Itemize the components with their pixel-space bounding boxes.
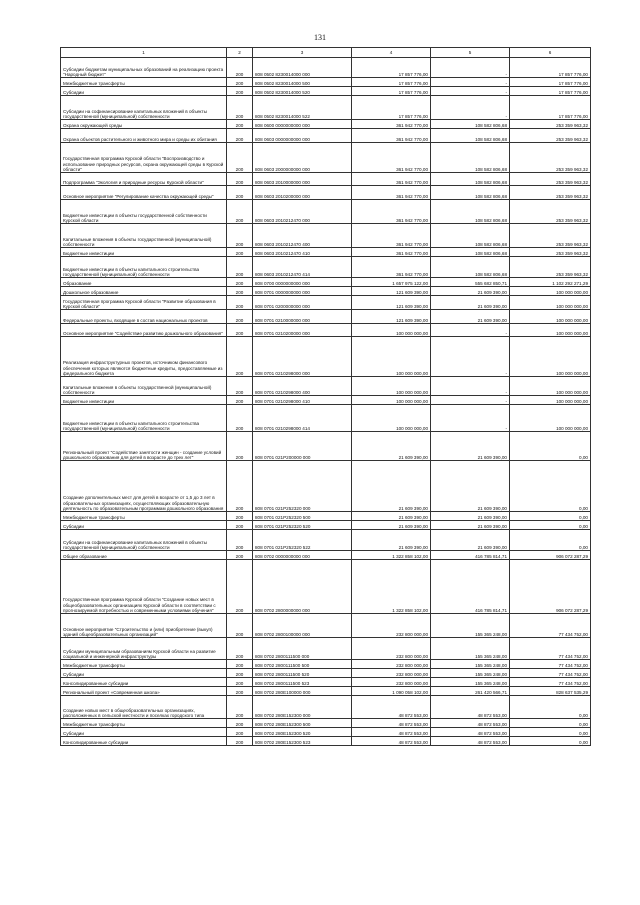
table-row [61,310,591,324]
row-code-cell: 200 [227,687,253,696]
row-name-cell: Субсидии [61,521,227,530]
row-executed-cell: - [431,396,510,405]
row-code-cell: 200 [227,248,253,257]
row-remaining-cell: 253 359 963,32 [510,257,591,278]
row-name-cell: Подпрограмма "Экология и природные ресурсы Курской области" [61,173,227,186]
row-approved-cell: 361 942 770,00 [352,120,431,129]
row-approved-cell: 1 657 975 122,00 [352,278,431,287]
row-code-cell: 200 [227,337,253,377]
row-name-cell: Субсидии бюджетам муниципальных образований на реализацию проекта "Народный бюджет" [61,58,227,78]
row-kbk-cell: 808 0702 2800100000 000 [253,614,352,638]
row-approved-cell: 21 609 390,00 [352,530,431,551]
row-executed-cell: - [431,324,510,337]
row-approved-cell: 232 800 000,00 [352,678,431,687]
table-row [61,560,591,614]
row-executed-cell: 108 582 806,68 [431,143,510,173]
row-name-cell: Бюджетные инвестиции в объекты капитального строительства государственной (муниципальной) собственности [61,405,227,432]
row-kbk-cell: 808 0702 280E152300 000 [253,696,352,719]
row-name-cell: Межбюджетные трансферты [61,660,227,669]
row-code-cell: 200 [227,614,253,638]
row-remaining-cell: 100 000 000,00 [510,337,591,377]
table-row [61,551,591,560]
row-code-cell: 200 [227,512,253,521]
row-code-cell: 200 [227,660,253,669]
row-remaining-cell: 77 434 752,00 [510,669,591,678]
row-remaining-cell: 253 359 963,32 [510,248,591,257]
row-code-cell: 200 [227,560,253,614]
row-executed-cell: 108 582 806,68 [431,248,510,257]
row-name-cell: Создание дополнительных мест для детей в возрасте от 1,5 до 3 лет в образовательных организациях, осуществляющих образовательную деятельность по образовательным программам дошкольного образования [61,461,227,512]
table-row [61,287,591,296]
table-row [61,614,591,638]
table-row [61,377,591,396]
row-remaining-cell: 253 359 963,32 [510,143,591,173]
row-kbk-cell: 808 0702 280E100000 000 [253,687,352,696]
row-code-cell: 200 [227,324,253,337]
row-code-cell: 200 [227,173,253,186]
row-kbk-cell: 808 0603 2010212470 410 [253,248,352,257]
row-executed-cell: 21 609 390,00 [431,310,510,324]
table-row [61,678,591,687]
row-name-cell: Реализация инфраструктурных проектов, источником финансового обеспечения которых являются бюджетные кредиты, предоставляемые из федерального бюджета [61,337,227,377]
row-remaining-cell: 253 359 963,32 [510,224,591,248]
row-name-cell: Основное мероприятие "Регулирование качества окружающей среды" [61,186,227,200]
table-row [61,521,591,530]
row-code-cell: 200 [227,257,253,278]
table-row [61,120,591,129]
row-remaining-cell: 0,00 [510,512,591,521]
row-name-cell: Субсидии на софинансирование капитальных вложений в объекты государственной (муниципальной) собственности [61,530,227,551]
row-kbk-cell: 808 0701 021P252320 522 [253,530,352,551]
row-executed-cell: 555 682 850,71 [431,278,510,287]
row-remaining-cell: 17 857 776,00 [510,87,591,96]
row-name-cell: Федеральные проекты, входящие в состав национальных проектов [61,310,227,324]
row-kbk-cell: 808 0603 2010212470 000 [253,200,352,224]
row-executed-cell: 21 609 390,00 [431,461,510,512]
row-name-cell: Субсидии [61,728,227,737]
row-approved-cell: 48 872 553,00 [352,737,431,746]
table-row [61,143,591,173]
table-row [61,129,591,143]
row-remaining-cell: 0,00 [510,461,591,512]
row-executed-cell: 108 582 806,68 [431,120,510,129]
row-name-cell: Субсидии муниципальным образованиям Курской области на развитие социальной и инженерной инфраструктуры [61,638,227,660]
row-executed-cell: 21 609 390,00 [431,287,510,296]
row-remaining-cell: 0,00 [510,432,591,461]
row-name-cell: Государственная программа Курской области "Создание новых мест в общеобразовательных организациях Курской области в соответствии с прогнозируемой потребностью и современными условиями обучения" [61,560,227,614]
table-row [61,278,591,287]
row-code-cell: 200 [227,405,253,432]
row-remaining-cell: 100 000 000,00 [510,296,591,310]
row-approved-cell: 21 609 390,00 [352,432,431,461]
row-kbk-cell: 808 0701 021P252320 000 [253,461,352,512]
table-row [61,696,591,719]
row-executed-cell: - [431,405,510,432]
table-row [61,173,591,186]
header-cell: 3 [253,48,352,58]
row-code-cell: 200 [227,696,253,719]
row-approved-cell: 17 857 776,00 [352,58,431,78]
row-approved-cell: 17 857 776,00 [352,78,431,87]
row-kbk-cell: 808 0702 0000000000 000 [253,551,352,560]
row-name-cell: Межбюджетные трансферты [61,512,227,521]
row-code-cell: 200 [227,296,253,310]
row-code-cell: 200 [227,129,253,143]
row-executed-cell: 108 582 806,68 [431,200,510,224]
row-name-cell: Субсидии на софинансирование капитальных вложений в объекты государственной (муниципальной) собственности [61,96,227,120]
row-code-cell: 200 [227,530,253,551]
row-approved-cell: 21 609 390,00 [352,512,431,521]
row-code-cell: 200 [227,78,253,87]
row-name-cell: Государственная программа Курской области "Воспроизводство и использование природных ресурсов, охрана окружающей среды в Курской области" [61,143,227,173]
table-row [61,248,591,257]
row-code-cell: 200 [227,377,253,396]
row-name-cell: Государственная программа Курской области "Развитие образования в Курской области" [61,296,227,310]
header-cell: 2 [227,48,253,58]
row-code-cell: 200 [227,521,253,530]
table-row [61,200,591,224]
row-name-cell: Бюджетные инвестиции в объекты государственной собственности Курской области [61,200,227,224]
row-executed-cell: 21 609 390,00 [431,296,510,310]
row-kbk-cell: 808 0701 021P252320 520 [253,521,352,530]
table-row [61,669,591,678]
row-executed-cell: 261 420 566,71 [431,687,510,696]
row-remaining-cell: 0,00 [510,530,591,551]
row-executed-cell: 108 582 806,68 [431,129,510,143]
row-code-cell: 200 [227,737,253,746]
header-cell: 5 [431,48,510,58]
row-kbk-cell: 808 0603 2000000000 000 [253,143,352,173]
row-kbk-cell: 808 0701 0210298000 414 [253,405,352,432]
row-approved-cell: 48 872 553,00 [352,728,431,737]
row-name-cell: Региональный проект «Современная школа» [61,687,227,696]
row-code-cell: 200 [227,200,253,224]
row-remaining-cell: 0,00 [510,737,591,746]
row-approved-cell: 1 090 058 102,00 [352,687,431,696]
row-code-cell: 200 [227,58,253,78]
row-name-cell: Капитальные вложения в объекты государственной (муниципальной) собственности [61,377,227,396]
row-executed-cell: 21 609 390,00 [431,530,510,551]
row-code-cell: 200 [227,432,253,461]
row-approved-cell: 121 609 390,00 [352,287,431,296]
row-kbk-cell: 808 0603 2010212470 414 [253,257,352,278]
row-executed-cell: 108 582 806,68 [431,173,510,186]
row-remaining-cell: 17 857 776,00 [510,58,591,78]
row-code-cell: 200 [227,287,253,296]
row-executed-cell: 21 609 390,00 [431,521,510,530]
row-remaining-cell: 17 857 776,00 [510,78,591,87]
table-row [61,687,591,696]
page-number: 131 [314,33,326,42]
header-cell: 1 [61,48,227,58]
row-code-cell: 200 [227,143,253,173]
table-row [61,432,591,461]
row-executed-cell: 108 582 806,68 [431,257,510,278]
row-executed-cell: 155 365 248,00 [431,614,510,638]
row-name-cell: Субсидии [61,87,227,96]
row-code-cell: 200 [227,638,253,660]
row-name-cell: Образование [61,278,227,287]
row-remaining-cell: 253 359 963,32 [510,173,591,186]
row-executed-cell: - [431,58,510,78]
row-remaining-cell: 17 857 776,00 [510,96,591,120]
row-name-cell: Региональный проект "Содействие занятости женщин - создание условий дошкольного образования для детей в возрасте до трех лет" [61,432,227,461]
row-remaining-cell: 77 434 752,00 [510,638,591,660]
row-remaining-cell: 1 102 292 271,29 [510,278,591,287]
row-kbk-cell: 808 0701 0210298000 410 [253,396,352,405]
row-kbk-cell: 808 0502 8230014000 520 [253,87,352,96]
row-executed-cell: 155 365 248,00 [431,638,510,660]
row-approved-cell: 100 000 000,00 [352,377,431,396]
row-executed-cell: 155 365 248,00 [431,660,510,669]
row-executed-cell: - [431,96,510,120]
row-kbk-cell: 808 0702 2800111500 500 [253,660,352,669]
row-approved-cell: 361 942 770,00 [352,143,431,173]
row-name-cell: Бюджетные инвестиции [61,248,227,257]
row-executed-cell: - [431,78,510,87]
row-executed-cell: 155 365 248,00 [431,678,510,687]
row-kbk-cell: 808 0603 0000000000 000 [253,129,352,143]
row-executed-cell: 48 872 553,00 [431,719,510,728]
row-code-cell: 200 [227,224,253,248]
budget-table [60,47,591,746]
row-remaining-cell: 0,00 [510,728,591,737]
row-executed-cell: - [431,377,510,396]
row-remaining-cell: 906 072 287,29 [510,551,591,560]
row-approved-cell: 48 872 553,00 [352,696,431,719]
row-executed-cell: 108 582 806,68 [431,224,510,248]
row-approved-cell: 1 322 858 102,00 [352,560,431,614]
row-remaining-cell: 828 637 535,29 [510,687,591,696]
row-approved-cell: 361 942 770,00 [352,186,431,200]
table-row [61,638,591,660]
row-executed-cell: - [431,87,510,96]
table-row [61,737,591,746]
row-name-cell: Основное мероприятие "Строительство и (или) приобретение (выкуп) зданий общеобразовательных организаций" [61,614,227,638]
row-kbk-cell: 808 0603 2010200000 000 [253,186,352,200]
table-row [61,78,591,87]
row-kbk-cell: 808 0600 0000000000 000 [253,120,352,129]
row-name-cell: Консолидированные субсидии [61,737,227,746]
row-code-cell: 200 [227,310,253,324]
row-approved-cell: 17 857 776,00 [352,96,431,120]
row-code-cell: 200 [227,278,253,287]
table-row [61,337,591,377]
row-name-cell: Капитальные вложения в объекты государственной (муниципальной) собственности [61,224,227,248]
row-remaining-cell: 0,00 [510,696,591,719]
table-header-row [61,48,591,58]
row-kbk-cell: 808 0702 2800111500 000 [253,638,352,660]
row-code-cell: 200 [227,186,253,200]
row-name-cell: Дошкольное образование [61,287,227,296]
row-name-cell: Субсидии [61,669,227,678]
row-remaining-cell: 100 000 000,00 [510,287,591,296]
row-name-cell: Бюджетные инвестиции в объекты капитального строительства государственной (муниципальной) собственности [61,257,227,278]
row-kbk-cell: 808 0701 0200000000 000 [253,296,352,310]
row-remaining-cell: 100 000 000,00 [510,310,591,324]
row-kbk-cell: 808 0702 2800000000 000 [253,560,352,614]
row-approved-cell: 361 942 770,00 [352,200,431,224]
row-approved-cell: 48 872 553,00 [352,719,431,728]
table-row [61,257,591,278]
row-approved-cell: 232 800 000,00 [352,638,431,660]
row-kbk-cell: 808 0701 021P200000 000 [253,432,352,461]
row-code-cell: 200 [227,87,253,96]
table-row [61,96,591,120]
header-cell: 6 [510,48,591,58]
row-approved-cell: 1 322 858 102,00 [352,551,431,560]
header-cell: 4 [352,48,431,58]
row-remaining-cell: 0,00 [510,521,591,530]
row-name-cell: Межбюджетные трансферты [61,719,227,728]
row-name-cell: Общее образование [61,551,227,560]
row-remaining-cell: 253 359 963,32 [510,120,591,129]
row-approved-cell: 361 942 770,00 [352,248,431,257]
row-kbk-cell: 808 0603 2010212470 400 [253,224,352,248]
row-kbk-cell: 808 0702 2800111500 520 [253,669,352,678]
row-code-cell: 200 [227,96,253,120]
row-kbk-cell: 808 0701 0210000000 000 [253,310,352,324]
row-kbk-cell: 808 0701 021P252320 500 [253,512,352,521]
row-executed-cell: 108 582 806,68 [431,186,510,200]
row-remaining-cell: 100 000 000,00 [510,377,591,396]
row-approved-cell: 121 609 390,00 [352,310,431,324]
row-approved-cell: 17 857 776,00 [352,87,431,96]
row-kbk-cell: 808 0701 0210298000 000 [253,337,352,377]
row-name-cell: Охрана окружающей среды [61,120,227,129]
row-approved-cell: 232 800 000,00 [352,669,431,678]
row-kbk-cell: 808 0702 280E152300 520 [253,728,352,737]
row-executed-cell: 21 609 390,00 [431,512,510,521]
row-approved-cell: 100 000 000,00 [352,405,431,432]
row-executed-cell: - [431,337,510,377]
row-remaining-cell: 100 000 000,00 [510,405,591,432]
row-remaining-cell: 100 000 000,00 [510,396,591,405]
row-remaining-cell: 77 434 752,00 [510,678,591,687]
row-code-cell: 200 [227,396,253,405]
row-approved-cell: 21 609 390,00 [352,461,431,512]
row-kbk-cell: 808 0702 280E152300 500 [253,719,352,728]
row-executed-cell: 48 872 553,00 [431,728,510,737]
row-executed-cell: 155 365 248,00 [431,669,510,678]
row-code-cell: 200 [227,669,253,678]
table-row [61,324,591,337]
row-kbk-cell: 808 0702 2800111500 523 [253,678,352,687]
row-kbk-cell: 808 0603 2010000000 000 [253,173,352,186]
row-approved-cell: 361 942 770,00 [352,173,431,186]
table-row [61,530,591,551]
table-row [61,396,591,405]
table-row [61,405,591,432]
row-name-cell: Бюджетные инвестиции [61,396,227,405]
row-remaining-cell: 0,00 [510,719,591,728]
row-remaining-cell: 253 359 963,32 [510,200,591,224]
row-kbk-cell: 808 0701 0210298000 400 [253,377,352,396]
row-name-cell: Основное мероприятие "Содействие развитию дошкольного образования" [61,324,227,337]
table-row [61,512,591,521]
row-name-cell: Создание новых мест в общеобразовательных организациях, расположенных в сельской местности и поселках городского типа [61,696,227,719]
table-row [61,296,591,310]
row-code-cell: 200 [227,461,253,512]
table-row [61,728,591,737]
row-remaining-cell: 77 434 752,00 [510,614,591,638]
row-approved-cell: 232 800 000,00 [352,614,431,638]
row-name-cell: Консолидированные субсидии [61,678,227,687]
table-row [61,186,591,200]
row-approved-cell: 361 942 770,00 [352,257,431,278]
row-remaining-cell: 100 000 000,00 [510,324,591,337]
row-kbk-cell: 808 0702 280E152300 523 [253,737,352,746]
row-code-cell: 200 [227,678,253,687]
row-approved-cell: 121 609 390,00 [352,296,431,310]
row-name-cell: Межбюджетные трансферты [61,78,227,87]
row-approved-cell: 100 000 000,00 [352,396,431,405]
row-kbk-cell: 808 0700 0000000000 000 [253,278,352,287]
row-code-cell: 200 [227,728,253,737]
row-kbk-cell: 808 0701 0210200000 000 [253,324,352,337]
row-executed-cell: 416 785 814,71 [431,560,510,614]
row-name-cell: Охрана объектов растительного и животного мира и среды их обитания [61,129,227,143]
row-approved-cell: 21 609 390,00 [352,521,431,530]
table-row [61,461,591,512]
table-row [61,660,591,669]
table-row [61,87,591,96]
table-row [61,58,591,78]
row-approved-cell: 361 942 770,00 [352,129,431,143]
row-remaining-cell: 77 434 752,00 [510,660,591,669]
row-executed-cell: 48 872 553,00 [431,696,510,719]
row-executed-cell: 416 785 814,71 [431,551,510,560]
row-kbk-cell: 808 0701 0000000000 000 [253,287,352,296]
row-remaining-cell: 906 072 287,29 [510,560,591,614]
row-code-cell: 200 [227,551,253,560]
row-executed-cell: 21 609 390,00 [431,432,510,461]
row-code-cell: 200 [227,719,253,728]
row-kbk-cell: 808 0502 8230014000 500 [253,78,352,87]
row-kbk-cell: 808 0502 8230014000 000 [253,58,352,78]
row-remaining-cell: 253 359 963,32 [510,186,591,200]
row-approved-cell: 100 000 000,00 [352,324,431,337]
row-kbk-cell: 808 0502 8230014000 522 [253,96,352,120]
row-remaining-cell: 253 359 963,32 [510,129,591,143]
table-row [61,719,591,728]
row-executed-cell: 48 872 553,00 [431,737,510,746]
row-code-cell: 200 [227,120,253,129]
row-approved-cell: 100 000 000,00 [352,337,431,377]
row-approved-cell: 232 800 000,00 [352,660,431,669]
table-row [61,224,591,248]
row-approved-cell: 361 942 770,00 [352,224,431,248]
